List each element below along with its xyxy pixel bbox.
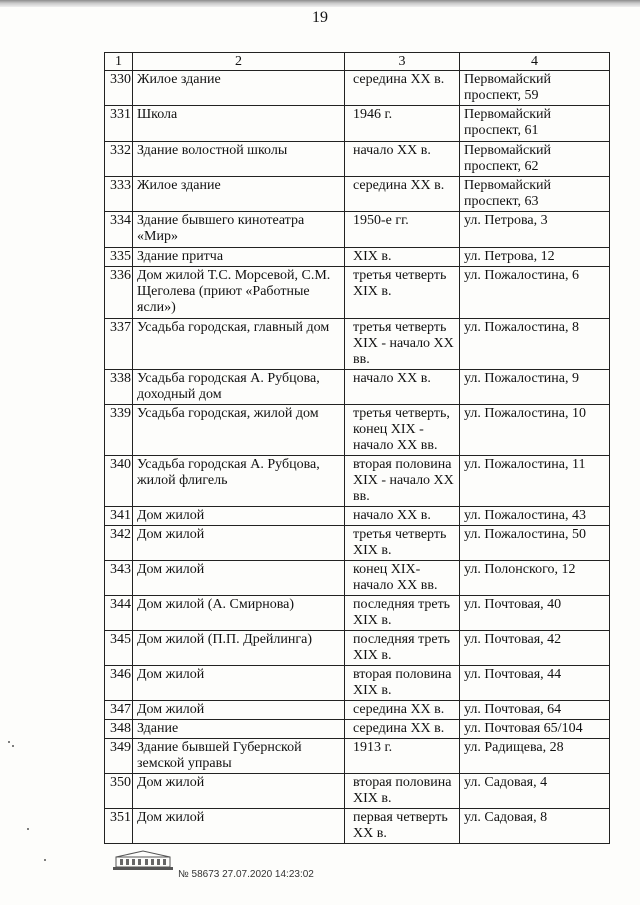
object-date: первая четверть XX в. [345, 809, 460, 844]
table-body [105, 53, 610, 844]
row-number: 349 [105, 739, 133, 774]
table-row [105, 720, 610, 739]
table-row [105, 809, 610, 844]
table-row [105, 142, 610, 177]
row-number: 332 [105, 142, 133, 177]
object-date: последняя треть XIX в. [345, 631, 460, 666]
object-date: начало XX в. [345, 507, 460, 526]
object-address: Первомайский проспект, 61 [460, 106, 610, 142]
table-row [105, 106, 610, 142]
object-address: ул. Садовая, 4 [460, 774, 610, 809]
row-number: 341 [105, 507, 133, 526]
table-row [105, 774, 610, 809]
row-number: 340 [105, 456, 133, 507]
table-row [105, 631, 610, 666]
object-name: Дом жилой [133, 666, 345, 701]
object-address: ул. Пожалостина, 8 [460, 319, 610, 370]
object-name: Усадьба городская, главный дом [133, 319, 345, 370]
object-address: ул. Почтовая, 40 [460, 596, 610, 631]
table-row [105, 701, 610, 720]
row-number: 336 [105, 267, 133, 319]
object-date: вторая половина XIX - начало XX вв. [345, 456, 460, 507]
scan-speck [12, 745, 14, 747]
table-row [105, 666, 610, 701]
table-row [105, 248, 610, 267]
object-date: начало XX в. [345, 370, 460, 405]
table-row [105, 456, 610, 507]
row-number: 334 [105, 212, 133, 248]
header-cell: 3 [345, 53, 460, 71]
object-date: третья четверть XIX - начало XX вв. [345, 319, 460, 370]
object-name: Здание бывшей Губернской земской управы [133, 739, 345, 774]
object-name: Усадьба городская А. Рубцова, жилой флигель [133, 456, 345, 507]
table-row [105, 561, 610, 596]
table-row [105, 319, 610, 370]
object-address: ул. Пожалостина, 6 [460, 267, 610, 319]
object-date: третья четверть XIX в. [345, 267, 460, 319]
object-address: ул. Пожалостина, 9 [460, 370, 610, 405]
object-address: ул. Почтовая 65/104 [460, 720, 610, 739]
scan-speck [44, 859, 46, 861]
object-date: третья четверть, конец XIX - начало XX вв. [345, 405, 460, 456]
scan-speck [8, 741, 10, 743]
object-name: Школа [133, 106, 345, 142]
table-row [105, 212, 610, 248]
table-row [105, 739, 610, 774]
table-row [105, 526, 610, 561]
table-row [105, 507, 610, 526]
object-name: Дом жилой [133, 774, 345, 809]
object-date: середина XX в. [345, 701, 460, 720]
object-address: ул. Почтовая, 64 [460, 701, 610, 720]
object-name: Здание [133, 720, 345, 739]
object-address: ул. Пожалостина, 43 [460, 507, 610, 526]
object-address: ул. Пожалостина, 50 [460, 526, 610, 561]
object-name: Усадьба городская, жилой дом [133, 405, 345, 456]
object-address: ул. Садовая, 8 [460, 809, 610, 844]
row-number: 333 [105, 177, 133, 212]
row-number: 345 [105, 631, 133, 666]
row-number: 330 [105, 71, 133, 106]
table-row [105, 71, 610, 106]
row-number: 351 [105, 809, 133, 844]
object-name: Здание бывшего кинотеатра «Мир» [133, 212, 345, 248]
table-header-row [105, 53, 610, 71]
object-name: Дом жилой [133, 526, 345, 561]
object-address: ул. Петрова, 3 [460, 212, 610, 248]
object-name: Жилое здание [133, 71, 345, 106]
object-name: Усадьба городская А. Рубцова, доходный дом [133, 370, 345, 405]
row-number: 343 [105, 561, 133, 596]
scan-speck [27, 828, 29, 830]
object-address: ул. Радищева, 28 [460, 739, 610, 774]
object-address: ул. Полонского, 12 [460, 561, 610, 596]
object-date: 1913 г. [345, 739, 460, 774]
building-emblem [112, 849, 174, 871]
object-date: вторая половина XIX в. [345, 774, 460, 809]
object-date: середина XX в. [345, 71, 460, 106]
object-address: ул. Пожалостина, 11 [460, 456, 610, 507]
object-name: Здание волостной школы [133, 142, 345, 177]
object-date: XIX в. [345, 248, 460, 267]
row-number: 350 [105, 774, 133, 809]
object-name: Дом жилой [133, 561, 345, 596]
table-row [105, 177, 610, 212]
object-name: Дом жилой (П.П. Дрейлинга) [133, 631, 345, 666]
object-address: ул. Петрова, 12 [460, 248, 610, 267]
object-name: Здание притча [133, 248, 345, 267]
monuments-table [104, 52, 610, 844]
object-date: середина XX в. [345, 177, 460, 212]
object-address: Первомайский проспект, 62 [460, 142, 610, 177]
object-name: Дом жилой (А. Смирнова) [133, 596, 345, 631]
table-row [105, 405, 610, 456]
registration-stamp: № 58673 27.07.2020 14:23:02 [178, 869, 314, 880]
header-cell: 2 [133, 53, 345, 71]
table-row [105, 267, 610, 319]
scan-top-edge [0, 0, 640, 7]
row-number: 337 [105, 319, 133, 370]
table-row [105, 370, 610, 405]
object-name: Жилое здание [133, 177, 345, 212]
row-number: 338 [105, 370, 133, 405]
object-date: 1946 г. [345, 106, 460, 142]
page-number: 19 [312, 9, 328, 26]
object-address: Первомайский проспект, 63 [460, 177, 610, 212]
object-date: вторая половина XIX в. [345, 666, 460, 701]
object-date: последняя треть XIX в. [345, 596, 460, 631]
header-cell: 1 [105, 53, 133, 71]
row-number: 331 [105, 106, 133, 142]
object-date: конец XIX- начало XX вв. [345, 561, 460, 596]
table-row [105, 596, 610, 631]
row-number: 339 [105, 405, 133, 456]
object-name: Дом жилой Т.С. Морсевой, С.М. Щеголева (приют «Работные ясли») [133, 267, 345, 319]
object-name: Дом жилой [133, 809, 345, 844]
object-date: 1950-е гг. [345, 212, 460, 248]
object-address: ул. Почтовая, 42 [460, 631, 610, 666]
row-number: 347 [105, 701, 133, 720]
object-address: Первомайский проспект, 59 [460, 71, 610, 106]
object-date: третья четверть XIX в. [345, 526, 460, 561]
object-name: Дом жилой [133, 507, 345, 526]
object-date: середина XX в. [345, 720, 460, 739]
object-date: начало XX в. [345, 142, 460, 177]
object-address: ул. Почтовая, 44 [460, 666, 610, 701]
row-number: 335 [105, 248, 133, 267]
row-number: 346 [105, 666, 133, 701]
row-number: 348 [105, 720, 133, 739]
object-address: ул. Пожалостина, 10 [460, 405, 610, 456]
header-cell: 4 [460, 53, 610, 71]
row-number: 344 [105, 596, 133, 631]
row-number: 342 [105, 526, 133, 561]
object-name: Дом жилой [133, 701, 345, 720]
